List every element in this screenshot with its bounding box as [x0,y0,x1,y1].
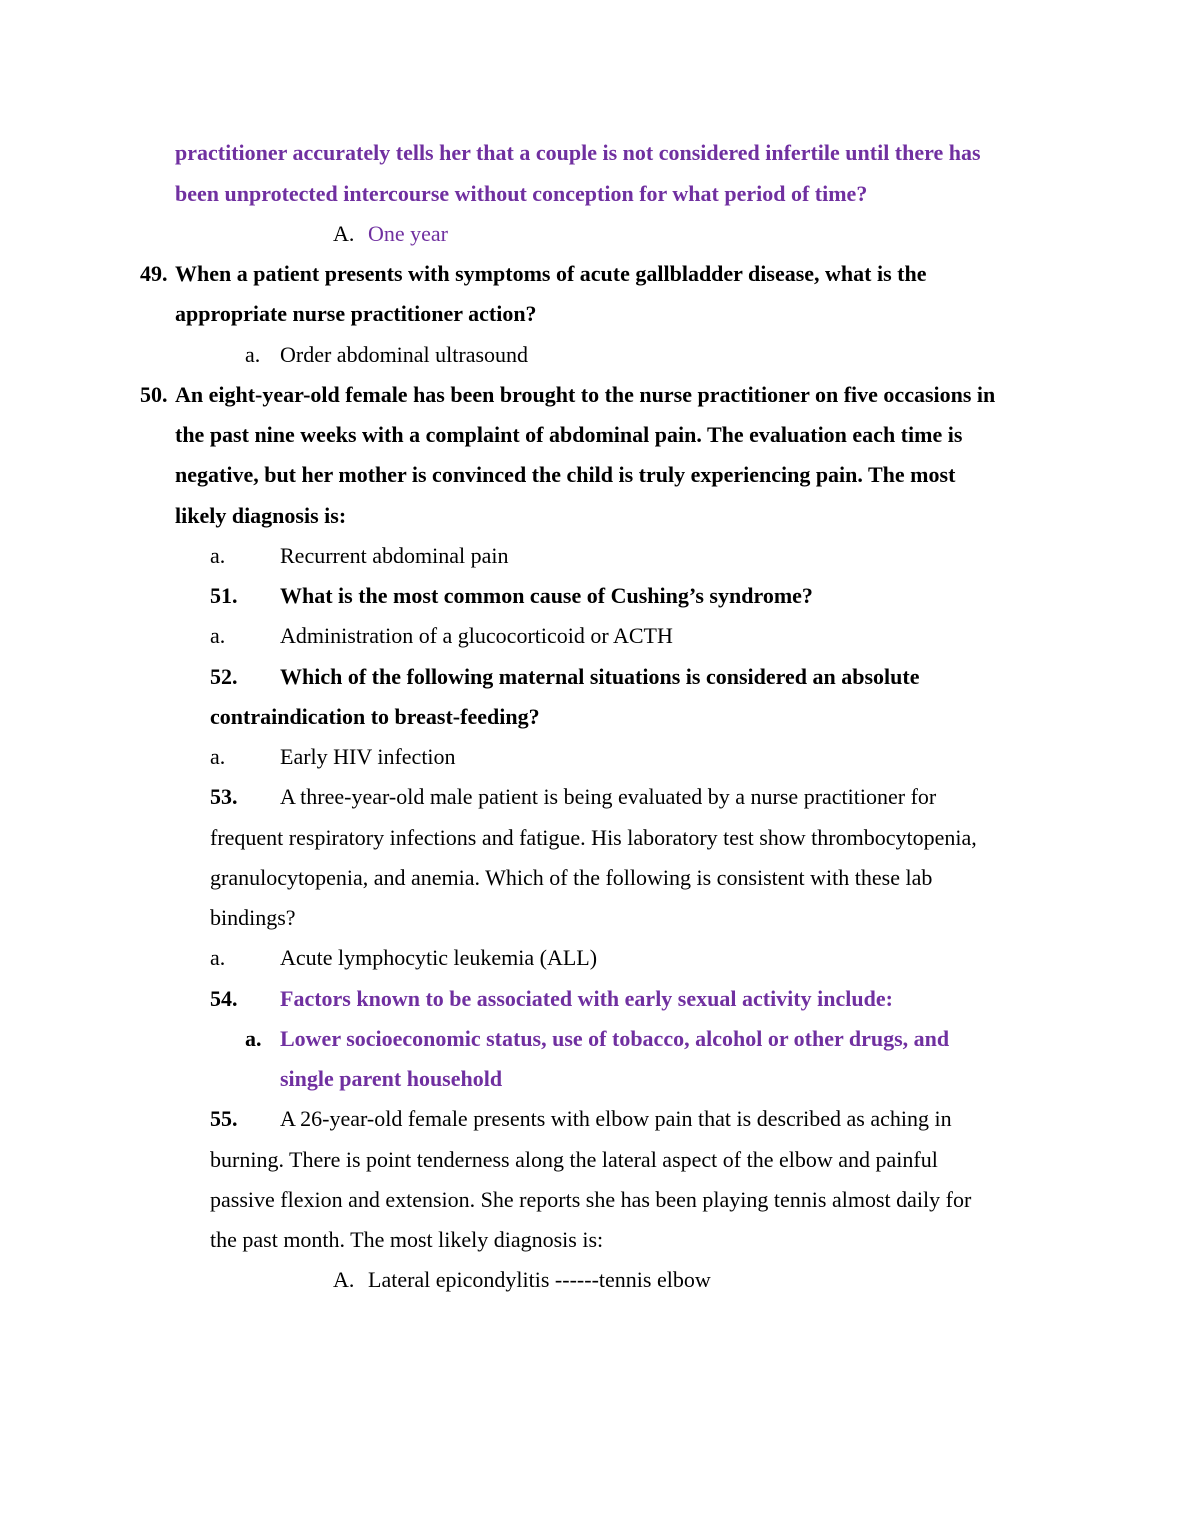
q51-answer-marker: a. [210,623,226,648]
q53-text-line3: granulocytopenia, and anemia. Which of the following is consistent with these lab [210,865,933,890]
q54-answer-marker: a. [245,1026,262,1051]
q55-answer-marker: A. [333,1267,355,1292]
q55-answer: Lateral epicondylitis ------tennis elbow [368,1267,711,1292]
q51-answer: Administration of a glucocorticoid or ACTH [280,623,673,648]
q49-text-line1: When a patient presents with symptoms of acute gallbladder disease, what is the [175,261,927,286]
q50-text-line4: likely diagnosis is: [175,503,347,528]
q55-text-line4: the past month. The most likely diagnosis is: [210,1227,604,1252]
q54-answer-line2: single parent household [280,1066,503,1091]
q48-answer-marker: A. [333,221,355,246]
q49-answer: Order abdominal ultrasound [280,342,529,367]
q53-answer: Acute lymphocytic leukemia (ALL) [280,945,598,970]
q51-text-line1: What is the most common cause of Cushing’s syndrome? [280,583,813,608]
q49-text-line2: appropriate nurse practitioner action? [175,301,537,326]
q53-answer-marker: a. [210,945,226,970]
q50-answer-marker: a. [210,543,226,568]
q53-text-line2: frequent respiratory infections and fatigue. His laboratory test show thrombocytopenia, [210,825,977,850]
q50-text-line2: the past nine weeks with a complaint of abdominal pain. The evaluation each time is [175,422,963,447]
q52-text-line1: Which of the following maternal situations is considered an absolute [280,664,920,689]
q50-answer: Recurrent abdominal pain [280,543,509,568]
q55-number: 55. [210,1106,238,1131]
q52-text-line2: contraindication to breast-feeding? [210,704,540,729]
q50-text-line1: An eight-year-old female has been brought to the nurse practitioner on five occasions in [175,382,996,407]
q50-text-line3: negative, but her mother is convinced the child is truly experiencing pain. The most [175,462,956,487]
q49-number: 49. [140,261,168,286]
q53-number: 53. [210,784,238,809]
q48-text-line1: practitioner accurately tells her that a couple is not considered infertile until there has [175,140,981,165]
q54-text-line1: Factors known to be associated with early sexual activity include: [280,986,893,1011]
q49-answer-marker: a. [245,342,261,367]
q55-text-line3: passive flexion and extension. She reports she has been playing tennis almost daily for [210,1187,972,1212]
q52-answer-marker: a. [210,744,226,769]
q51-number: 51. [210,583,238,608]
q52-number: 52. [210,664,238,689]
q55-text-line1: A 26-year-old female presents with elbow pain that is described as aching in [280,1106,952,1131]
q53-text-line4: bindings? [210,905,296,930]
q55-text-line2: burning. There is point tenderness along the lateral aspect of the elbow and painful [210,1147,938,1172]
q48-text-line2: been unprotected intercourse without conception for what period of time? [175,181,868,206]
q53-text-line1: A three-year-old male patient is being evaluated by a nurse practitioner for [280,784,937,809]
q48-answer: One year [368,221,449,246]
q54-number: 54. [210,986,238,1011]
q54-answer-line1: Lower socioeconomic status, use of tobacco, alcohol or other drugs, and [280,1026,950,1051]
q52-answer: Early HIV infection [280,744,456,769]
q50-number: 50. [140,382,168,407]
